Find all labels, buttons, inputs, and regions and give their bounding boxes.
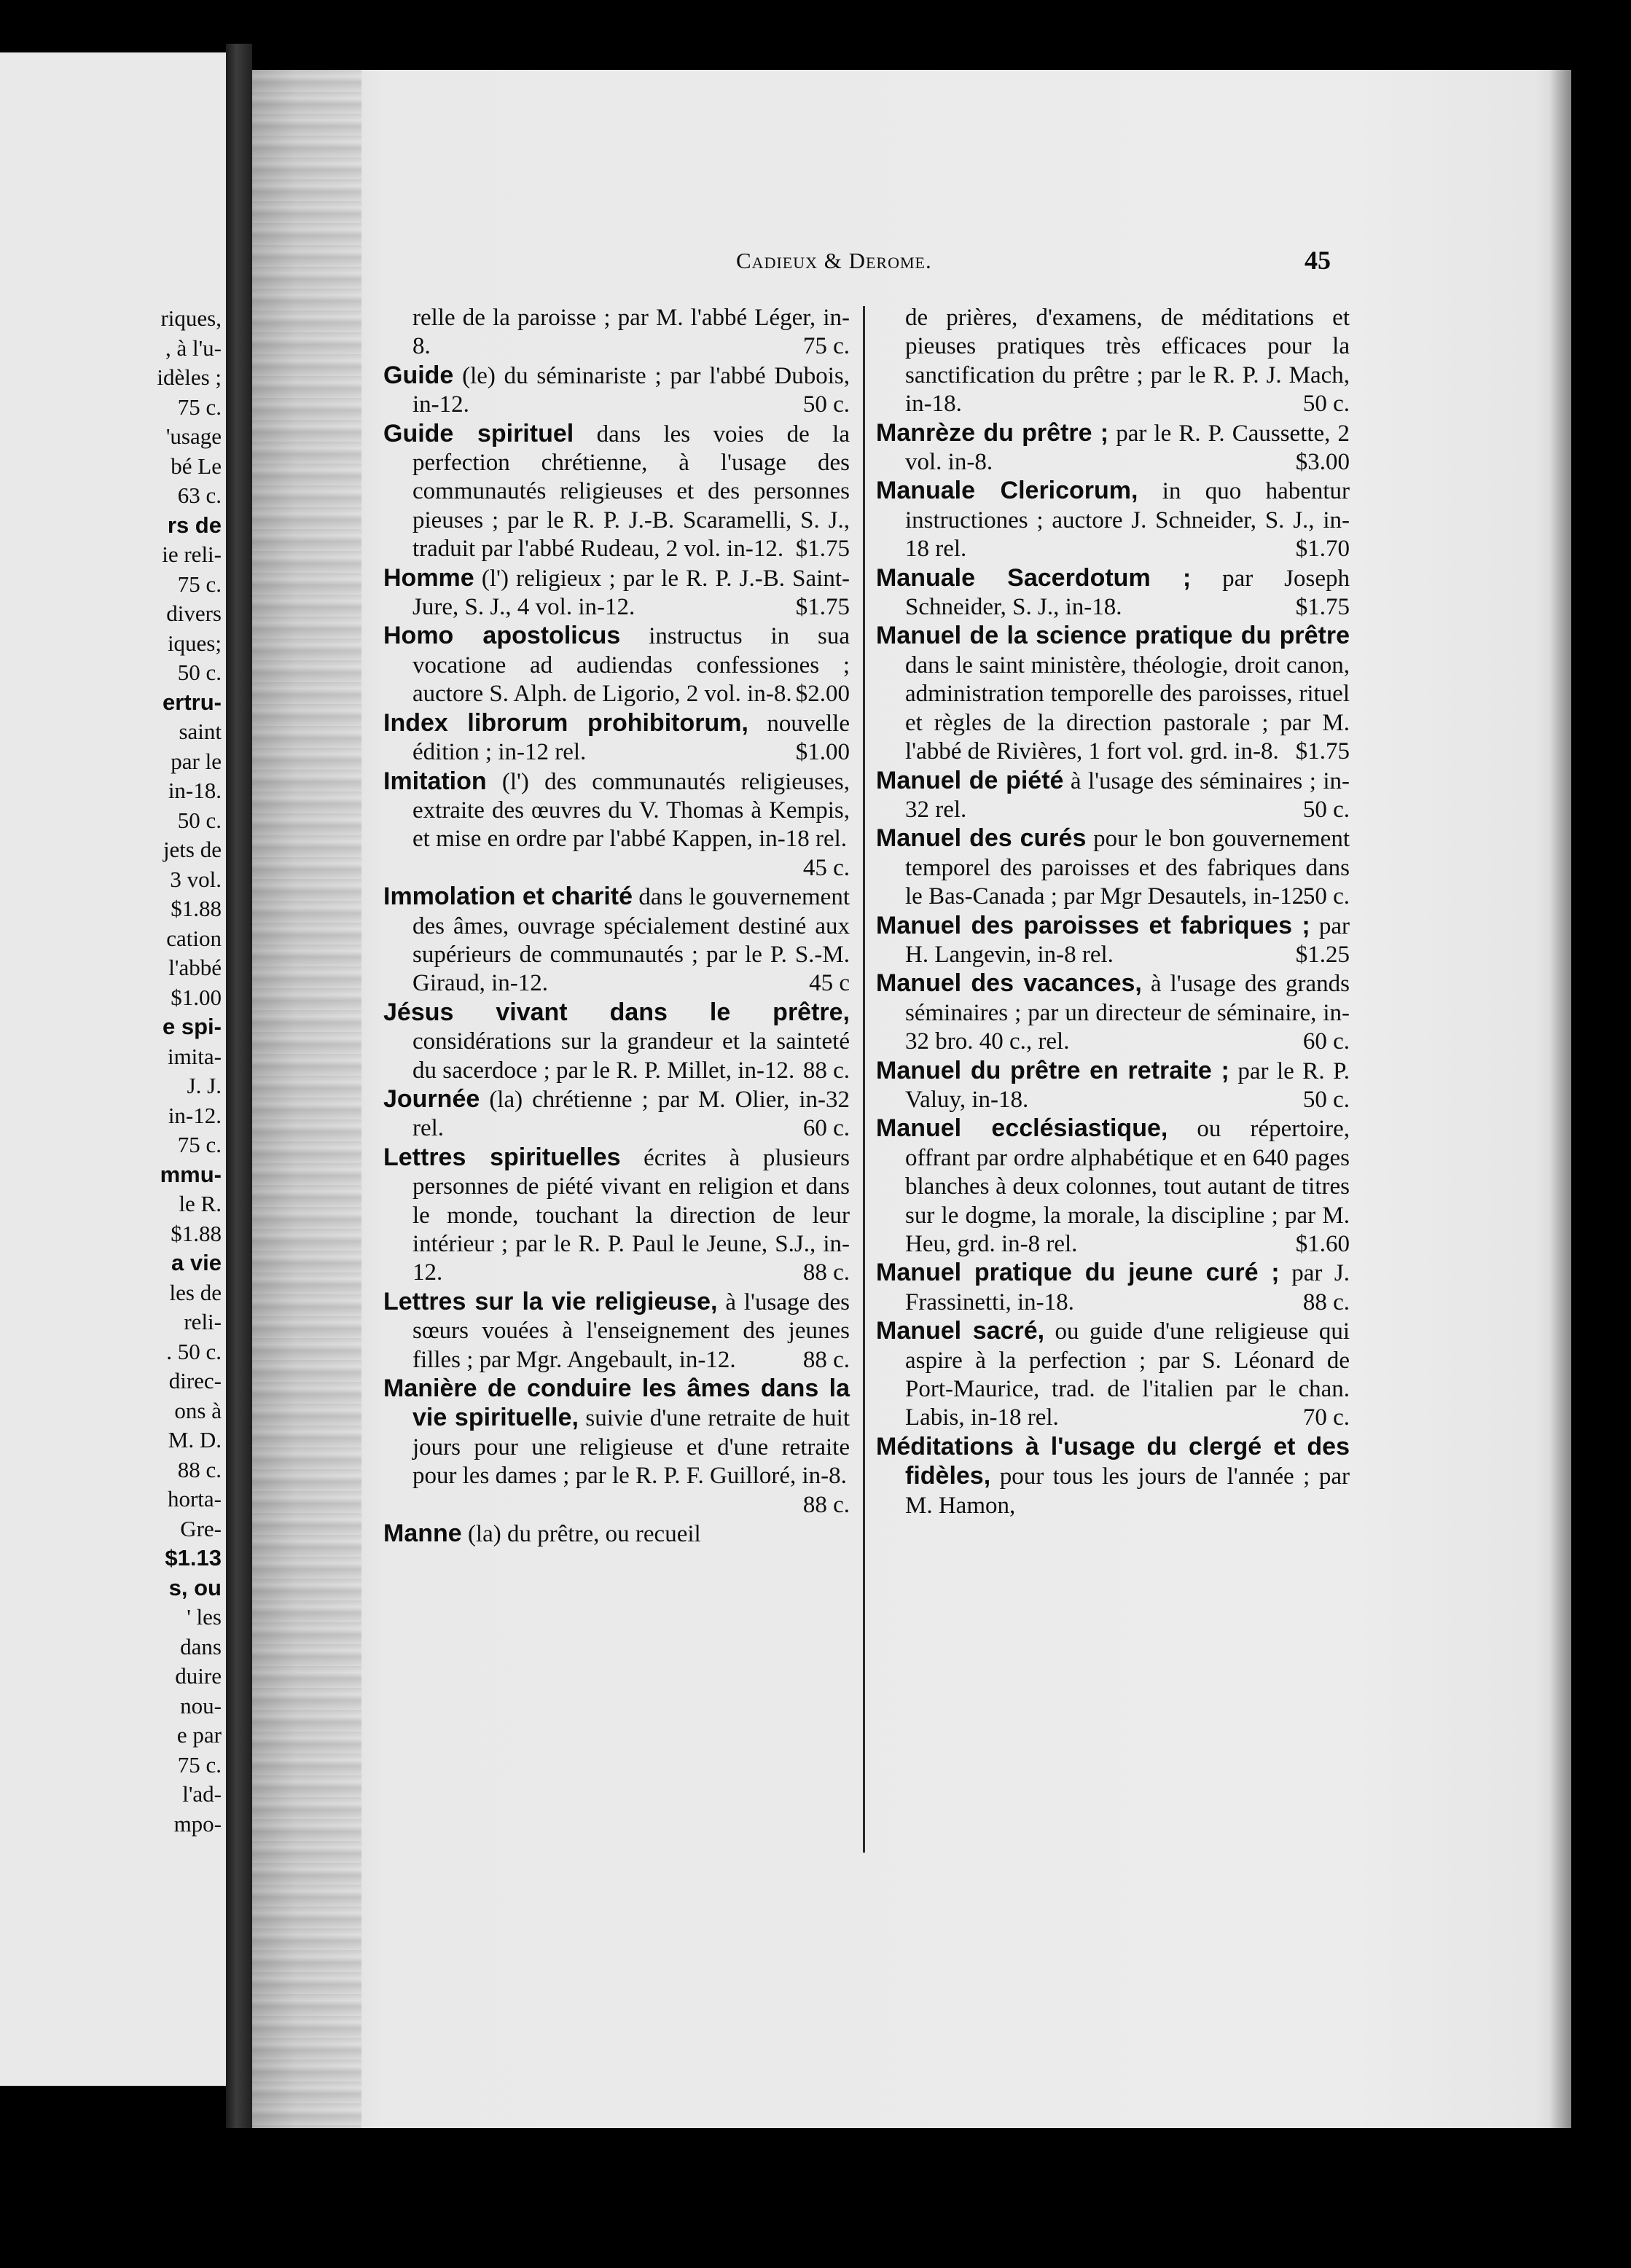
left-page-line: reli- (184, 1309, 222, 1334)
left-page-line: a vie (171, 1250, 222, 1275)
entry-description: ou guide d'une religieuse qui aspire à la perfection ; par S. Léonard de Port-Maurice, trad. de l'italien par le chan. Labis, in-18 rel. (905, 1318, 1350, 1431)
entry-title: Manne (383, 1520, 462, 1548)
left-page-line: $1.88 (171, 896, 222, 921)
entry-description: par J. Frassinetti, in-18. (905, 1260, 1350, 1315)
entry-description: par Joseph Schneider, S. J., in-18. (905, 565, 1350, 621)
entry-description: (le) du séminariste ; par l'abbé Dubois, in-12. (412, 362, 850, 418)
left-page-line: rs de (167, 512, 222, 538)
entry-title: Guide spirituel (383, 419, 574, 447)
entry-title: Manuel pratique du jeune curé ; (876, 1259, 1280, 1287)
entry-title: Guide (383, 361, 454, 389)
page-number: 45 (1305, 246, 1331, 275)
left-page-fragment (0, 52, 226, 2086)
entry-price: 60 c. (802, 1115, 850, 1142)
left-page-line: bé Le (171, 453, 222, 479)
entry-description: (la) du prêtre, ou recueil (467, 1521, 701, 1548)
entry-price: $1.70 (1295, 536, 1350, 563)
catalog-entry (383, 998, 850, 1085)
catalog-entry (876, 477, 1350, 563)
entry-price: $2.00 (795, 681, 850, 708)
left-page-line: $1.88 (171, 1220, 222, 1246)
column-divider (863, 306, 865, 1853)
entry-title: Homo apostolicus (383, 622, 621, 650)
catalog-entry (876, 912, 1350, 970)
left-page-line: J. J. (187, 1073, 222, 1098)
entry-price: 45 c. (802, 854, 850, 881)
entry-title: Imitation (383, 767, 487, 795)
left-page-line: mmu- (160, 1161, 222, 1187)
left-page-line: imita- (167, 1043, 222, 1069)
entry-description: instructus in sua vocatione ad audiendas confessiones ; auctore S. Alph. de Ligorio, 2 vol. in-8. (412, 623, 850, 708)
catalog-entry (876, 1259, 1350, 1317)
left-page-line: 75 c. (177, 1751, 222, 1778)
entry-title: Manuale Clericorum, (876, 477, 1138, 505)
entry-price: 88 c. (802, 1491, 850, 1518)
entry-description: par le R. P. Valuy, in-18. (905, 1057, 1350, 1113)
entry-description: par H. Langevin, in-8 rel. (905, 912, 1350, 968)
entry-title: Manuel sacré, (876, 1317, 1045, 1345)
catalog-entry (383, 883, 850, 998)
entry-title: Manuel des vacances, (876, 969, 1142, 998)
running-head: Cadieux & Derome. (736, 248, 932, 273)
catalog-entry (383, 1375, 850, 1520)
left-page-line: in-12. (168, 1102, 222, 1128)
catalog-entry (383, 1143, 850, 1288)
book-gutter (226, 44, 252, 2128)
left-page-line: $1.00 (171, 984, 222, 1010)
entry-description: pour le bon gouvernement temporel des paroisses et des fabriques dans le Bas-Canada ; par Mgr Desautels, in-12. (905, 826, 1350, 910)
left-page-line: s, ou (168, 1574, 222, 1600)
entry-title: Homme (383, 563, 474, 592)
left-page-line: 63 c. (177, 482, 222, 508)
left-page-line: cation (166, 925, 222, 951)
catalog-entry (383, 622, 850, 708)
catalog-column-right (876, 304, 1350, 1520)
entry-description: pour tous les jours de l'année ; par M. Hamon, (905, 1463, 1350, 1519)
left-page-line: idèles ; (157, 364, 222, 390)
entry-price: $1.75 (795, 594, 850, 621)
entry-title: Manrèze du prêtre ; (876, 418, 1109, 447)
left-page-line: mpo- (173, 1810, 222, 1837)
entry-price: 60 c. (1302, 1028, 1350, 1055)
left-page-line: riques, (160, 305, 222, 331)
catalog-entry (876, 1114, 1350, 1259)
left-page-line: ons à (174, 1397, 222, 1423)
catalog-entry (383, 767, 850, 883)
left-page-line: $1.13 (165, 1545, 222, 1571)
left-page-line: direc- (168, 1368, 222, 1393)
left-page-line: les de (169, 1279, 222, 1305)
entry-price: 88 c. (802, 1057, 850, 1084)
entry-price: 45 c (809, 970, 850, 997)
entry-price: 50 c. (802, 391, 850, 418)
catalog-entry (383, 1288, 850, 1375)
entry-price: 70 c. (1302, 1404, 1350, 1431)
entry-price: 50 c. (1302, 1086, 1350, 1113)
left-page-line: ertru- (163, 689, 222, 715)
entry-price: $1.75 (795, 536, 850, 563)
catalog-entry (383, 564, 850, 622)
entry-description: (la) chrétienne ; par M. Olier, in-32 rel. (412, 1086, 850, 1142)
left-page-line: 50 c. (177, 807, 222, 833)
catalog-entry (876, 767, 1350, 825)
entry-price: 50 c. (1302, 796, 1350, 823)
left-page-line: 'usage (165, 423, 222, 449)
catalog-entry (876, 622, 1350, 766)
catalog-entry (876, 419, 1350, 477)
left-page-line: divers (166, 601, 222, 626)
entry-description: (l') des communautés religieuses, extraite des œuvres du V. Thomas à Kempis, et mise en ordre par l'abbé Kappen, in-18 rel. (412, 768, 850, 853)
left-page-line: e spi- (163, 1014, 222, 1039)
left-page-line: 75 c. (177, 394, 222, 420)
entry-description: dans le saint ministère, théologie, droit canon, administration temporelle des paroisses, rituel et règles de la direction pastorale ; par M. l'abbé de Rivières, 1 fort vol. grd. in-8. (905, 652, 1350, 765)
entry-description: suivie d'une retraite de huit jours pour une religieuse et d'une retraite pour les dames ; par le R. P. F. Guilloré, in-8. (412, 1405, 850, 1490)
left-page-line: 75 c. (177, 1132, 222, 1157)
entry-description: nouvelle édition ; in-12 rel. (412, 710, 850, 766)
entry-title: Manuel de la science pratique du prêtre (876, 622, 1350, 650)
entry-description: in quo habentur instructiones ; auctore J. Schneider, S. J., in-18 rel. (905, 478, 1350, 563)
entry-price: $1.75 (1295, 594, 1350, 621)
left-page-line: , à l'u- (165, 335, 222, 361)
catalog-entry (383, 1520, 850, 1549)
catalog-entry (383, 304, 850, 361)
catalog-entry (876, 564, 1350, 622)
entry-description: à l'usage des séminaires ; in-32 rel. (905, 767, 1350, 823)
catalog-entry (383, 361, 850, 420)
catalog-entry (876, 1433, 1350, 1520)
entry-description: par le R. P. Caussette, 2 vol. in-8. (905, 420, 1350, 476)
left-page-line: le R. (179, 1191, 222, 1216)
left-page-line: 88 c. (177, 1456, 222, 1482)
entry-title: Manuel des paroisses et fabriques ; (876, 911, 1310, 939)
catalog-entry (383, 1085, 850, 1143)
entry-description: à l'usage des grands séminaires ; par un directeur de séminaire, in-32 bro. 40 c., rel. (905, 971, 1350, 1055)
entry-description: dans le gouvernement des âmes, ouvrage spécialement destiné aux supérieurs de communautés ; par le P. S.-M. Giraud, in-12. (412, 884, 850, 997)
left-page-line: Gre- (180, 1515, 222, 1541)
entry-price: $3.00 (1295, 449, 1350, 476)
entry-description: écrites à plusieurs personnes de piété vivant en religion et dans le monde, touchant la direction de leur intérieur ; par le R. P. Paul le Jeune, S.J., in-12. (412, 1144, 850, 1286)
left-page-line: . 50 c. (166, 1338, 222, 1364)
entry-description: à l'usage des sœurs vouées à l'enseignement des jeunes filles ; par Mgr. Angebault, in-12. (412, 1289, 850, 1373)
entry-title: Lettres sur la vie religieuse, (383, 1287, 718, 1315)
left-page-text (3, 304, 222, 1839)
left-page-line: dans (180, 1633, 222, 1659)
catalog-entry (383, 709, 850, 767)
entry-description: de prières, d'examens, de méditations et pieuses pratiques très efficaces pour la sanctification du prêtre ; par le R. P. J. Mach, in-18. (905, 305, 1350, 418)
entry-price: 88 c. (802, 1346, 850, 1373)
left-page-line: l'abbé (168, 955, 222, 980)
entry-title: Manière de conduire les âmes dans la vie spirituelle, (383, 1375, 850, 1432)
entry-description: relle de la paroisse ; par M. l'abbé Léger, in-8. (412, 305, 850, 360)
entry-price: $1.75 (1295, 738, 1350, 765)
entry-price: 88 c. (802, 1259, 850, 1286)
catalog-column-left (383, 304, 850, 1549)
catalog-entry (876, 969, 1350, 1056)
left-page-line: ie reli- (162, 541, 222, 567)
entry-title: Manuel du prêtre en retraite ; (876, 1056, 1229, 1084)
left-page-line: ' les (187, 1604, 222, 1630)
left-page-line: 3 vol. (170, 866, 222, 892)
left-page-line: par le (171, 748, 222, 774)
left-page-line: duire (175, 1663, 222, 1689)
left-page-line: jets de (163, 837, 222, 862)
entry-price: $1.00 (795, 739, 850, 766)
catalog-entry (876, 1317, 1350, 1433)
left-page-line: nou- (180, 1692, 222, 1718)
entry-description: considérations sur la grandeur et la sainteté du sacerdoce ; par le R. P. Millet, in-12. (412, 1028, 850, 1084)
page-edge-shadow (1549, 70, 1571, 2128)
catalog-entry (383, 420, 850, 564)
entry-title: Manuel ecclésiastique, (876, 1114, 1168, 1143)
left-page-line: 50 c. (177, 660, 222, 685)
left-page-line: l'ad- (182, 1781, 222, 1807)
entry-title: Index librorum prohibitorum, (383, 708, 748, 737)
catalog-entry (876, 304, 1350, 419)
worn-page-edge (252, 70, 361, 2128)
left-page-line: in-18. (168, 778, 222, 803)
entry-price: $1.60 (1295, 1231, 1350, 1257)
left-page-line: saint (179, 719, 222, 744)
entry-price: 50 c. (1302, 883, 1350, 910)
catalog-entry (876, 1057, 1350, 1115)
entry-description: dans les voies de la perfection chrétienne, à l'usage des communautés religieuses et des personnes pieuses ; par le R. P. J.-B. Scaramelli, S. J., traduit par l'abbé Rudeau, 2 vol. in-12. (412, 421, 850, 563)
entry-price: 75 c. (802, 333, 850, 360)
entry-title: Méditations à l'usage du clergé et des fidèles, (876, 1432, 1350, 1490)
left-page-line: 75 c. (177, 571, 222, 597)
entry-title: Manuel de piété (876, 766, 1064, 794)
left-page-line: M. D. (168, 1427, 222, 1452)
catalog-entry (876, 824, 1350, 911)
entry-description: ou répertoire, offrant par ordre alphabétique et en 640 pages blanches à deux colonnes, tout autant de titres sur le dogme, la morale, la discipline ; par M. Heu, grd. in-8 rel. (905, 1116, 1350, 1257)
entry-title: Manuale Sacerdotum ; (876, 563, 1192, 592)
entry-title: Immolation et charité (383, 883, 633, 911)
left-page-line: e par (176, 1722, 222, 1748)
left-page-line: horta- (167, 1486, 222, 1512)
entry-description: (l') religieux ; par le R. P. J.-B. Saint-Jure, S. J., 4 vol. in-12. (412, 565, 850, 621)
entry-price: 88 c. (1302, 1289, 1350, 1315)
entry-title: Manuel des curés (876, 824, 1087, 853)
entry-price: $1.25 (1295, 941, 1350, 968)
entry-title: Journée (383, 1084, 480, 1113)
entry-title: Jésus vivant dans le prêtre, (383, 998, 850, 1026)
entry-price: 50 c. (1302, 391, 1350, 418)
entry-title: Lettres spirituelles (383, 1143, 621, 1171)
left-page-line: iques; (167, 630, 222, 656)
